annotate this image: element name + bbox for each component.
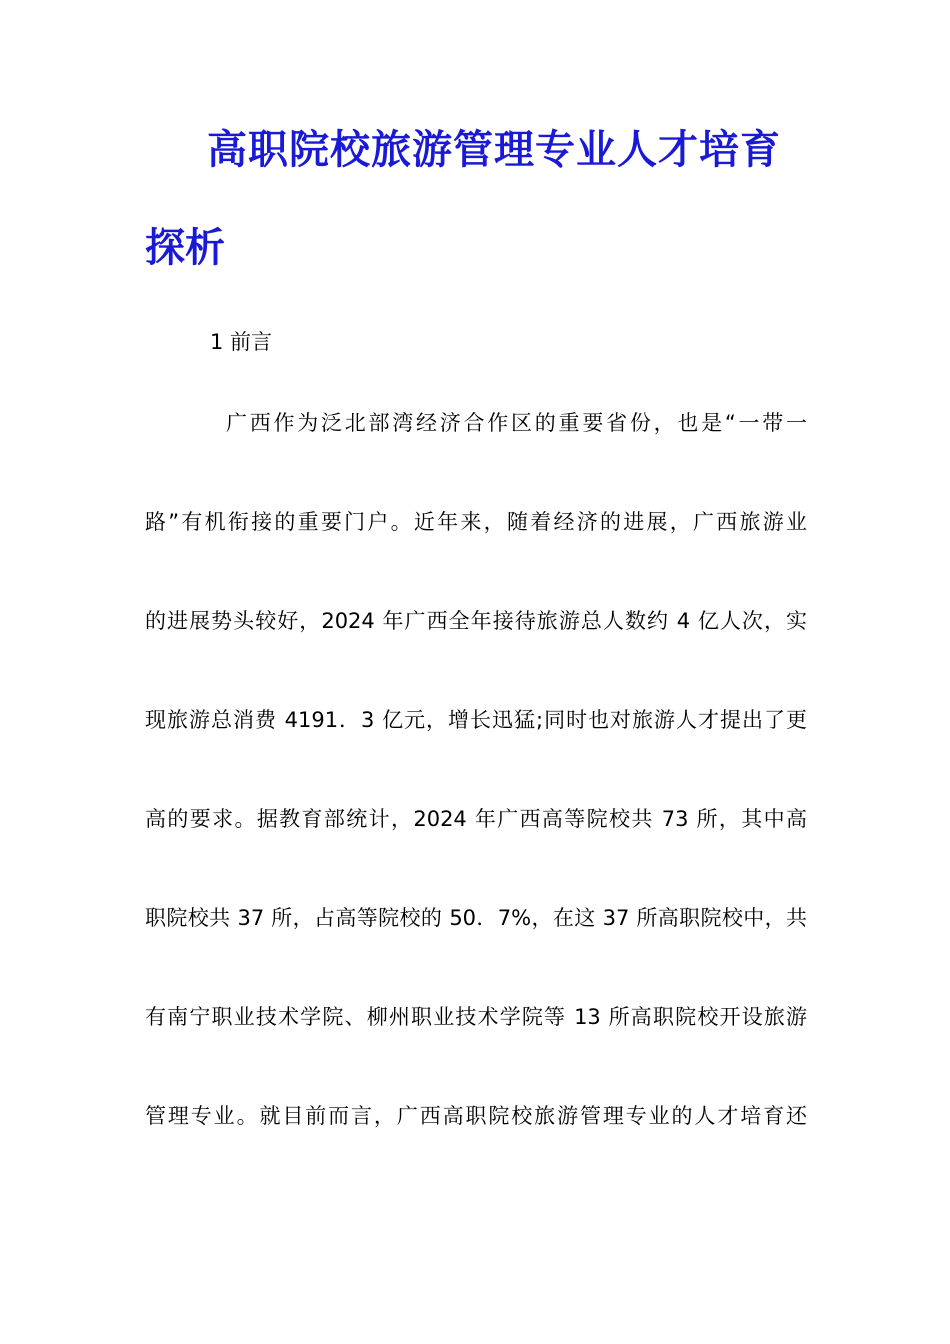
document-title-line-1: 高职院校旅游管理专业人才培育 (207, 127, 781, 173)
document-title-line-2: 探析 (145, 225, 225, 271)
paragraph-line-5: 高的要求。据教育部统计，2024 年广西高等院校共 73 所，其中高 (145, 807, 807, 831)
paragraph-line-6: 职院校共 37 所，占高等院校的 50．7%，在这 37 所高职院校中，共 (145, 906, 807, 930)
paragraph-line-4: 现旅游总消费 4191．3 亿元，增长迅猛;同时也对旅游人才提出了更 (145, 708, 807, 732)
section-heading: 1 前言 (210, 330, 273, 354)
paragraph-line-8: 管理专业。就目前而言，广西高职院校旅游管理专业的人才培育还 (145, 1104, 807, 1128)
paragraph-line-2: 路”有机衔接的重要门户。近年来，随着经济的进展，广西旅游业 (145, 510, 807, 534)
paragraph-line-1: 广西作为泛北部湾经济合作区的重要省份，也是“一带一 (226, 411, 807, 435)
paragraph-line-7: 有南宁职业技术学院、柳州职业技术学院等 13 所高职院校开设旅游 (145, 1005, 807, 1029)
paragraph-line-3: 的进展势头较好，2024 年广西全年接待旅游总人数约 4 亿人次，实 (145, 609, 807, 633)
